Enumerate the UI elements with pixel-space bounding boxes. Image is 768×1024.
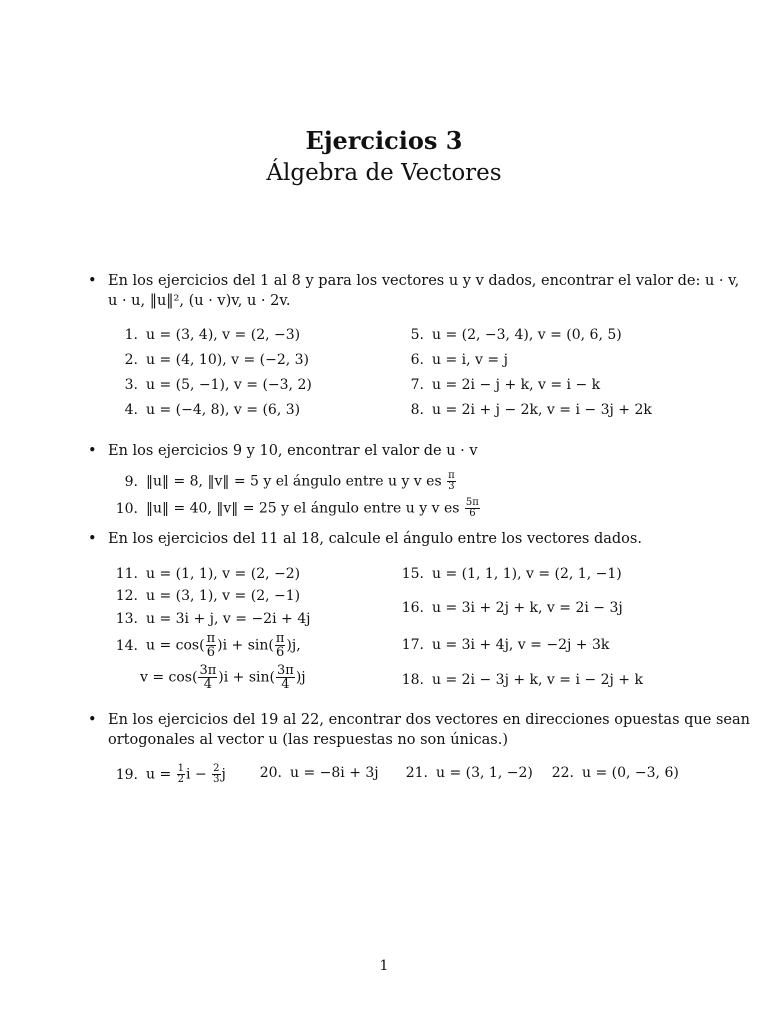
exercise-16: 16. u = 3i + 2j + k, v = 2i − 3j: [401, 600, 623, 616]
section-2-intro: • En los ejercicios 9 y 10, encontrar el valor de u · v: [88, 443, 478, 459]
page-subtitle: Álgebra de Vectores: [266, 160, 502, 186]
exercise-15: 15. u = (1, 1, 1), v = (2, 1, −1): [401, 566, 622, 582]
exercise-14: 14. u = cos( $\frac{\pi}{6}$ )i + sin( $\frac{\pi}{6}$ )j,: [115, 631, 301, 660]
bullet-icon: •: [88, 443, 97, 459]
bullet-icon: •: [88, 531, 97, 547]
exercise-12: 12. u = (3, 1), v = (2, −1): [115, 588, 301, 604]
fraction-pi-over-3: $\frac{\pi}{3}$: [448, 470, 455, 492]
bullet-icon: •: [88, 712, 97, 728]
exercise-10: 10. ‖u‖ = 40, ‖v‖ = 25 y el ángulo entre u y v es $\frac{5\pi}{6}$: [115, 497, 479, 519]
exercise-20: 20. u = −8i + 3j: [259, 765, 379, 781]
exercise-6: 6. u = i, v = j: [410, 352, 508, 368]
fraction-5pi-over-6: $\frac{5\pi}{6}$: [465, 497, 479, 519]
exercise-11: 11. u = (1, 1), v = (2, −2): [115, 566, 301, 582]
exercise-3: 3. u = (5, −1), v = (−3, 2): [124, 377, 312, 393]
section-1-intro: • En los ejercicios del 1 al 8 y para los vectores u y v dados, encontrar el valor de: u · v,: [88, 273, 740, 289]
exercise-19: 19. u = $\frac{1}{2}$ i − $\frac{2}{3}$ j: [115, 763, 226, 785]
exercise-8: 8. u = 2i + j − 2k, v = i − 3j + 2k: [410, 402, 652, 418]
section-1-intro-cont: u · u, ‖u‖², (u · v)v, u · 2v.: [108, 293, 291, 309]
exercise-2: 2. u = (4, 10), v = (−2, 3): [124, 352, 310, 368]
bullet-icon: •: [88, 273, 97, 289]
section-4-intro-cont: ortogonales al vector u (las respuestas no son únicas.): [108, 732, 509, 748]
exercise-9: 9. ‖u‖ = 8, ‖v‖ = 5 y el ángulo entre u y v es $\frac{\pi}{3}$: [124, 470, 455, 492]
page-title: Ejercicios 3: [305, 126, 463, 155]
section-4-intro: • En los ejercicios del 19 al 22, encontrar dos vectores en direcciones opuestas que sean: [88, 712, 750, 728]
exercise-13: 13. u = 3i + j, v = −2i + 4j: [115, 611, 311, 627]
exercise-7: 7. u = 2i − j + k, v = i − k: [410, 377, 601, 393]
exercise-5: 5. u = (2, −3, 4), v = (0, 6, 5): [410, 327, 622, 343]
exercise-4: 4. u = (−4, 8), v = (6, 3): [124, 402, 301, 418]
exercise-18: 18. u = 2i − 3j + k, v = i − 2j + k: [401, 672, 643, 688]
page-number: 1: [379, 958, 389, 974]
exercise-1: 1. u = (3, 4), v = (2, −3): [124, 327, 301, 343]
exercise-14-v: v = cos( $\frac{3\pi}{4}$ )i + sin( $\frac{3\pi}{4}$ )j: [140, 663, 306, 692]
exercise-21: 21. u = (3, 1, −2): [405, 765, 533, 781]
exercise-22: 22. u = (0, −3, 6): [551, 765, 679, 781]
exercise-17: 17. u = 3i + 4j, v = −2j + 3k: [401, 637, 610, 653]
section-3-intro: • En los ejercicios del 11 al 18, calcule el ángulo entre los vectores dados.: [88, 531, 642, 547]
